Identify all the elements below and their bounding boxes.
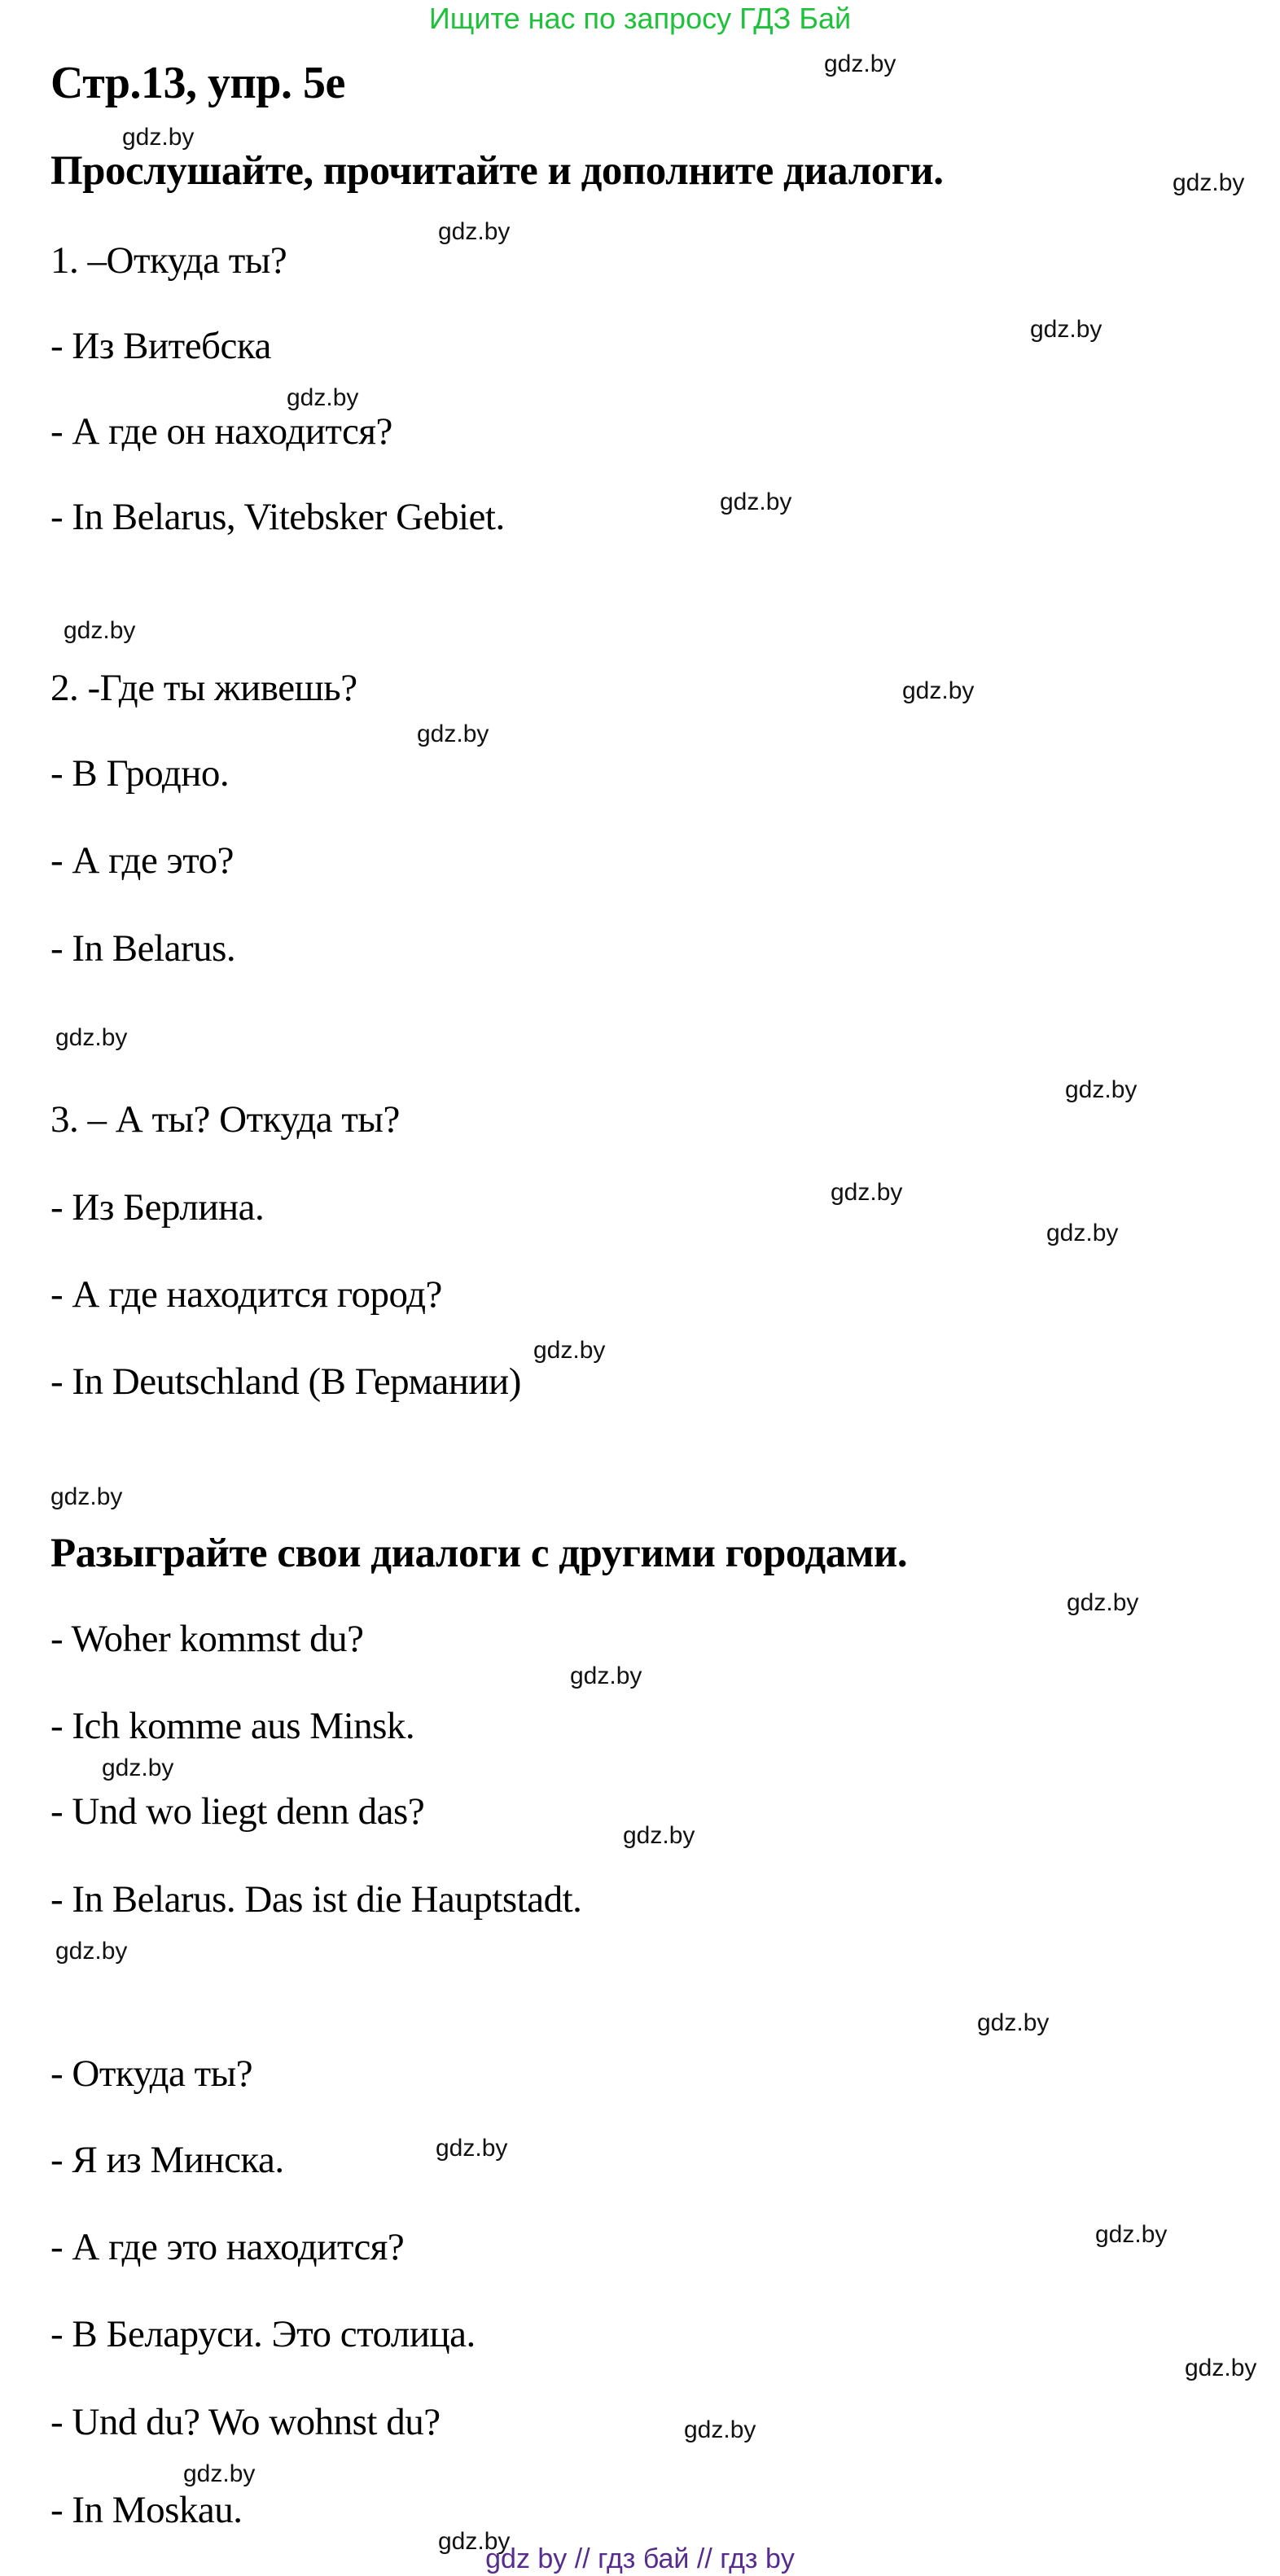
watermark-gdzby: gdz.by (977, 2009, 1050, 2036)
watermark-gdzby: gdz.by (533, 1337, 606, 1364)
footer-note: gdz by // гдз бай // гдз by (485, 2543, 795, 2574)
task2-ru-line4: - В Беларуси. Это столица. (50, 2313, 476, 2355)
watermark-gdzby: gdz.by (824, 50, 896, 77)
dialog2-line4: - In Belarus. (50, 927, 236, 970)
task2-ru-line1: - Откуда ты? (50, 2052, 253, 2095)
watermark-gdzby: gdz.by (438, 218, 511, 245)
task2-ru-line5: - Und du? Wo wohnst du? (50, 2401, 441, 2443)
dialog3-line3: - А где находится город? (50, 1273, 442, 1316)
task2-ru-line2: - Я из Минска. (50, 2139, 284, 2181)
dialog1-line3: - А где он находится? (50, 410, 392, 453)
dialog3-line4: - In Deutschland (В Германии) (50, 1360, 521, 1403)
watermark-gdzby: gdz.by (1065, 1076, 1138, 1103)
watermark-gdzby: gdz.by (436, 2135, 508, 2162)
watermark-gdzby: gdz.by (64, 617, 136, 644)
watermark-gdzby: gdz.by (1046, 1220, 1119, 1246)
watermark-gdzby: gdz.by (1185, 2355, 1257, 2381)
watermark-gdzby: gdz.by (1095, 2221, 1168, 2248)
dialog1-line4: - In Belarus, Vitebsker Gebiet. (50, 496, 505, 538)
dialog1-line1: 1. –Откуда ты? (50, 239, 287, 282)
watermark-gdzby: gdz.by (1173, 169, 1245, 196)
dialog2-line3: - А где это? (50, 839, 235, 882)
page-title: Стр.13, упр. 5e (50, 58, 345, 108)
task1-instruction: Прослушайте, прочитайте и дополните диалоги. (50, 148, 944, 194)
dialog1-line2: - Из Витебска (50, 325, 271, 367)
task2-ru-line6: - In Moskau. (50, 2489, 243, 2531)
watermark-gdzby: gdz.by (720, 488, 792, 515)
watermark-gdzby: gdz.by (1067, 1589, 1139, 1616)
watermark-gdzby: gdz.by (183, 2460, 256, 2487)
watermark-gdzby: gdz.by (287, 384, 359, 411)
watermark-gdzby: gdz.by (438, 2528, 511, 2555)
watermark-gdzby: gdz.by (831, 1179, 903, 1206)
watermark-gdzby: gdz.by (623, 1822, 695, 1849)
task2-de-line4: - In Belarus. Das ist die Hauptstadt. (50, 1878, 582, 1921)
dialog2-line2: - В Гродно. (50, 752, 230, 795)
promo-banner: Ищите нас по запросу ГДЗ Бай (428, 2, 852, 35)
watermark-gdzby: gdz.by (102, 1755, 174, 1781)
task2-de-line1: - Woher kommst du? (50, 1618, 364, 1660)
dialog2-line1: 2. -Где ты живешь? (50, 667, 357, 709)
watermark-gdzby: gdz.by (50, 1483, 123, 1510)
watermark-gdzby: gdz.by (902, 677, 975, 704)
task2-de-line3: - Und wo liegt denn das? (50, 1790, 425, 1833)
watermark-gdzby: gdz.by (570, 1663, 642, 1689)
watermark-gdzby: gdz.by (55, 1938, 128, 1965)
task2-ru-line3: - А где это находится? (50, 2226, 405, 2268)
dialog3-line1: 3. – А ты? Откуда ты? (50, 1098, 400, 1141)
task2-instruction: Разыграйте свои диалоги с другими городами. (50, 1531, 908, 1576)
watermark-gdzby: gdz.by (684, 2416, 756, 2443)
watermark-gdzby: gdz.by (55, 1024, 128, 1051)
watermark-gdzby: gdz.by (1030, 316, 1102, 343)
watermark-gdzby: gdz.by (417, 721, 489, 747)
dialog3-line2: - Из Берлина. (50, 1186, 265, 1229)
watermark-gdzby: gdz.by (122, 124, 195, 151)
task2-de-line2: - Ich komme aus Minsk. (50, 1705, 415, 1747)
